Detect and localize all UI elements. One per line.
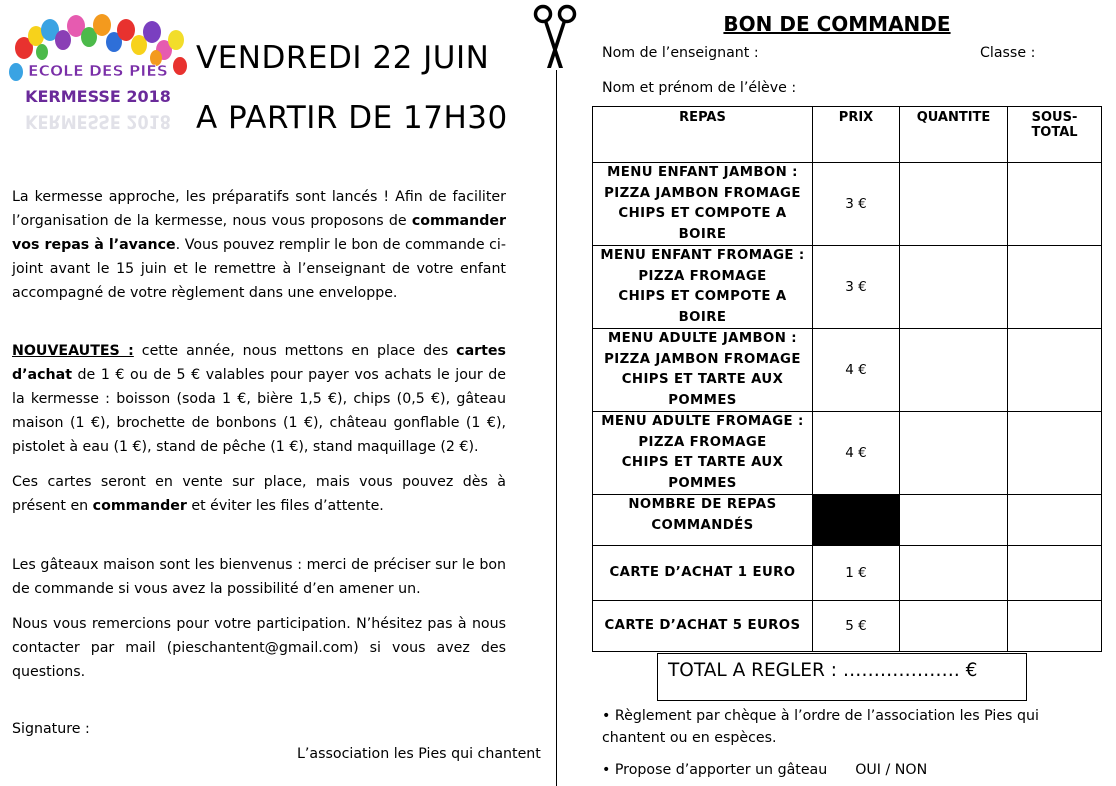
meal-count-subtotal[interactable] — [1008, 495, 1102, 546]
nouveautes-bold: cartes d’achat — [12, 343, 507, 383]
header-sous-total — [1008, 107, 1102, 163]
teacher-name-label: Nom de l’enseignant : — [602, 45, 759, 61]
menu-adulte-jambon-price: 4 € — [813, 329, 900, 412]
nouveautes-paragraph — [12, 339, 506, 459]
order-form-title: BON DE COMMANDE — [723, 12, 951, 36]
nouveautes-text-end: de 1 € ou de 5 € valables pour payer vos achats le jour de la kermesse : boisson (soda 1 €, bière 1,5 €), chips (0,5 €), gâteau maison (1 €), brochette de bonbons (1 €), château gonflable (1 €), pistolet à eau (1 €), stand de pêche (1 €), stand maquillage (2 €). — [12, 367, 506, 455]
card-1-euro-label: CARTE D’ACHAT 1 EURO — [593, 546, 813, 601]
order-table — [592, 106, 1102, 652]
menu-enfant-jambon-price: 3 € — [813, 163, 900, 246]
menu-enfant-fromage-quantity[interactable] — [900, 246, 1008, 329]
menu-adulte-jambon-subtotal[interactable] — [1008, 329, 1102, 412]
card-5-euros-quantity[interactable] — [900, 601, 1008, 652]
cartes-bold: commander — [92, 498, 187, 514]
table-row — [593, 163, 1102, 246]
meal-count-quantity[interactable] — [900, 495, 1008, 546]
menu-enfant-jambon-label: MENU ENFANT JAMBON : PIZZA JAMBON FROMAGE CHIPS ET COMPOTE A BOIRE — [593, 163, 813, 246]
gateaux-paragraph: Les gâteaux maison sont les bienvenus : merci de préciser sur le bon de commande si vous avez la possibilité d’en amener un. — [12, 557, 506, 597]
cartes-text-end: et éviter les files d’attente. — [186, 498, 384, 514]
blacked-out-cell — [813, 495, 900, 546]
logo-reflection: KERMESSE 2018 — [25, 110, 171, 132]
menu-enfant-jambon-subtotal[interactable] — [1008, 163, 1102, 246]
intro-text: La kermesse approche, les préparatifs sont lancés ! Afin de faciliter l’organisation de la kermesse, nous vous proposons de — [12, 189, 506, 229]
signature-label: Signature : — [12, 721, 90, 737]
nouveautes-label: NOUVEAUTES : — [12, 343, 134, 359]
cartes-paragraph — [12, 470, 506, 518]
logo-school-name: ECOLE DES PIES — [28, 62, 168, 80]
cartes-text: Ces cartes seront en vente sur place, mais vous pouvez dès à présent en — [12, 474, 506, 514]
cake-offer-label: • Propose d’apporter un gâteau — [602, 762, 828, 778]
thanks-paragraph: Nous vous remercions pour votre participation. N’hésitez pas à nous contacter par mail (pieschantent@gmail.com) si vous avez des questions. — [12, 616, 506, 680]
table-row — [593, 495, 1102, 546]
header-sous-total-line1: SOUS- — [1031, 110, 1078, 125]
cake-offer-options[interactable]: OUI / NON — [855, 762, 928, 778]
association-name: L’association les Pies qui chantent — [297, 746, 541, 762]
card-5-euros-price: 5 € — [813, 601, 900, 652]
menu-adulte-fromage-quantity[interactable] — [900, 412, 1008, 495]
menu-adulte-fromage-label: MENU ADULTE FROMAGE : PIZZA FROMAGE CHIPS ET TARTE AUX POMMES — [593, 412, 813, 495]
table-row — [593, 329, 1102, 412]
table-row — [593, 546, 1102, 601]
total-label: TOTAL A REGLER : ………………. € — [668, 660, 978, 681]
event-time: A PARTIR DE 17H30 — [196, 100, 508, 136]
menu-adulte-fromage-price: 4 € — [813, 412, 900, 495]
menu-enfant-jambon-quantity[interactable] — [900, 163, 1008, 246]
menu-adulte-jambon-quantity[interactable] — [900, 329, 1008, 412]
table-header-row — [593, 107, 1102, 163]
cut-line — [556, 70, 557, 786]
payment-note-line1: • Règlement par chèque à l’ordre de l’association les Pies qui — [602, 708, 1039, 724]
meal-count-label: NOMBRE DE REPAS COMMANDÉS — [593, 495, 813, 546]
card-5-euros-subtotal[interactable] — [1008, 601, 1102, 652]
menu-enfant-fromage-subtotal[interactable] — [1008, 246, 1102, 329]
payment-note — [602, 705, 1039, 749]
menu-enfant-fromage-label: MENU ENFANT FROMAGE : PIZZA FROMAGE CHIPS ET COMPOTE A BOIRE — [593, 246, 813, 329]
logo-kermesse-year: KERMESSE 2018 — [25, 87, 171, 106]
table-row — [593, 412, 1102, 495]
payment-note-line2: chantent ou en espèces. — [602, 730, 777, 746]
card-5-euros-label: CARTE D’ACHAT 5 EUROS — [593, 601, 813, 652]
intro-paragraph — [12, 185, 506, 305]
header-sous-total-line2: TOTAL — [1031, 125, 1078, 140]
header-quantite: QUANTITE — [900, 107, 1008, 163]
table-row — [593, 601, 1102, 652]
card-1-euro-price: 1 € — [813, 546, 900, 601]
header-prix: PRIX — [813, 107, 900, 163]
class-label: Classe : — [980, 45, 1036, 61]
table-row — [593, 246, 1102, 329]
school-kermesse-logo — [6, 10, 190, 136]
menu-adulte-fromage-subtotal[interactable] — [1008, 412, 1102, 495]
cake-offer — [602, 759, 927, 781]
card-1-euro-subtotal[interactable] — [1008, 546, 1102, 601]
intro-text-end: . Vous pouvez remplir le bon de commande ci-joint avant le 15 juin et le remettre à l’enseignant de votre enfant accompagné de votre règlement dans une enveloppe. — [12, 237, 506, 301]
header-repas: REPAS — [593, 107, 813, 163]
intro-bold: commander vos repas à l’avance — [12, 213, 506, 253]
menu-enfant-fromage-price: 3 € — [813, 246, 900, 329]
scissors-icon — [532, 4, 578, 70]
card-1-euro-quantity[interactable] — [900, 546, 1008, 601]
nouveautes-text: cette année, nous mettons en place des — [133, 343, 457, 359]
menu-adulte-jambon-label: MENU ADULTE JAMBON : PIZZA JAMBON FROMAGE CHIPS ET TARTE AUX POMMES — [593, 329, 813, 412]
student-name-label: Nom et prénom de l’élève : — [602, 80, 797, 96]
event-date: VENDREDI 22 JUIN — [196, 40, 490, 76]
